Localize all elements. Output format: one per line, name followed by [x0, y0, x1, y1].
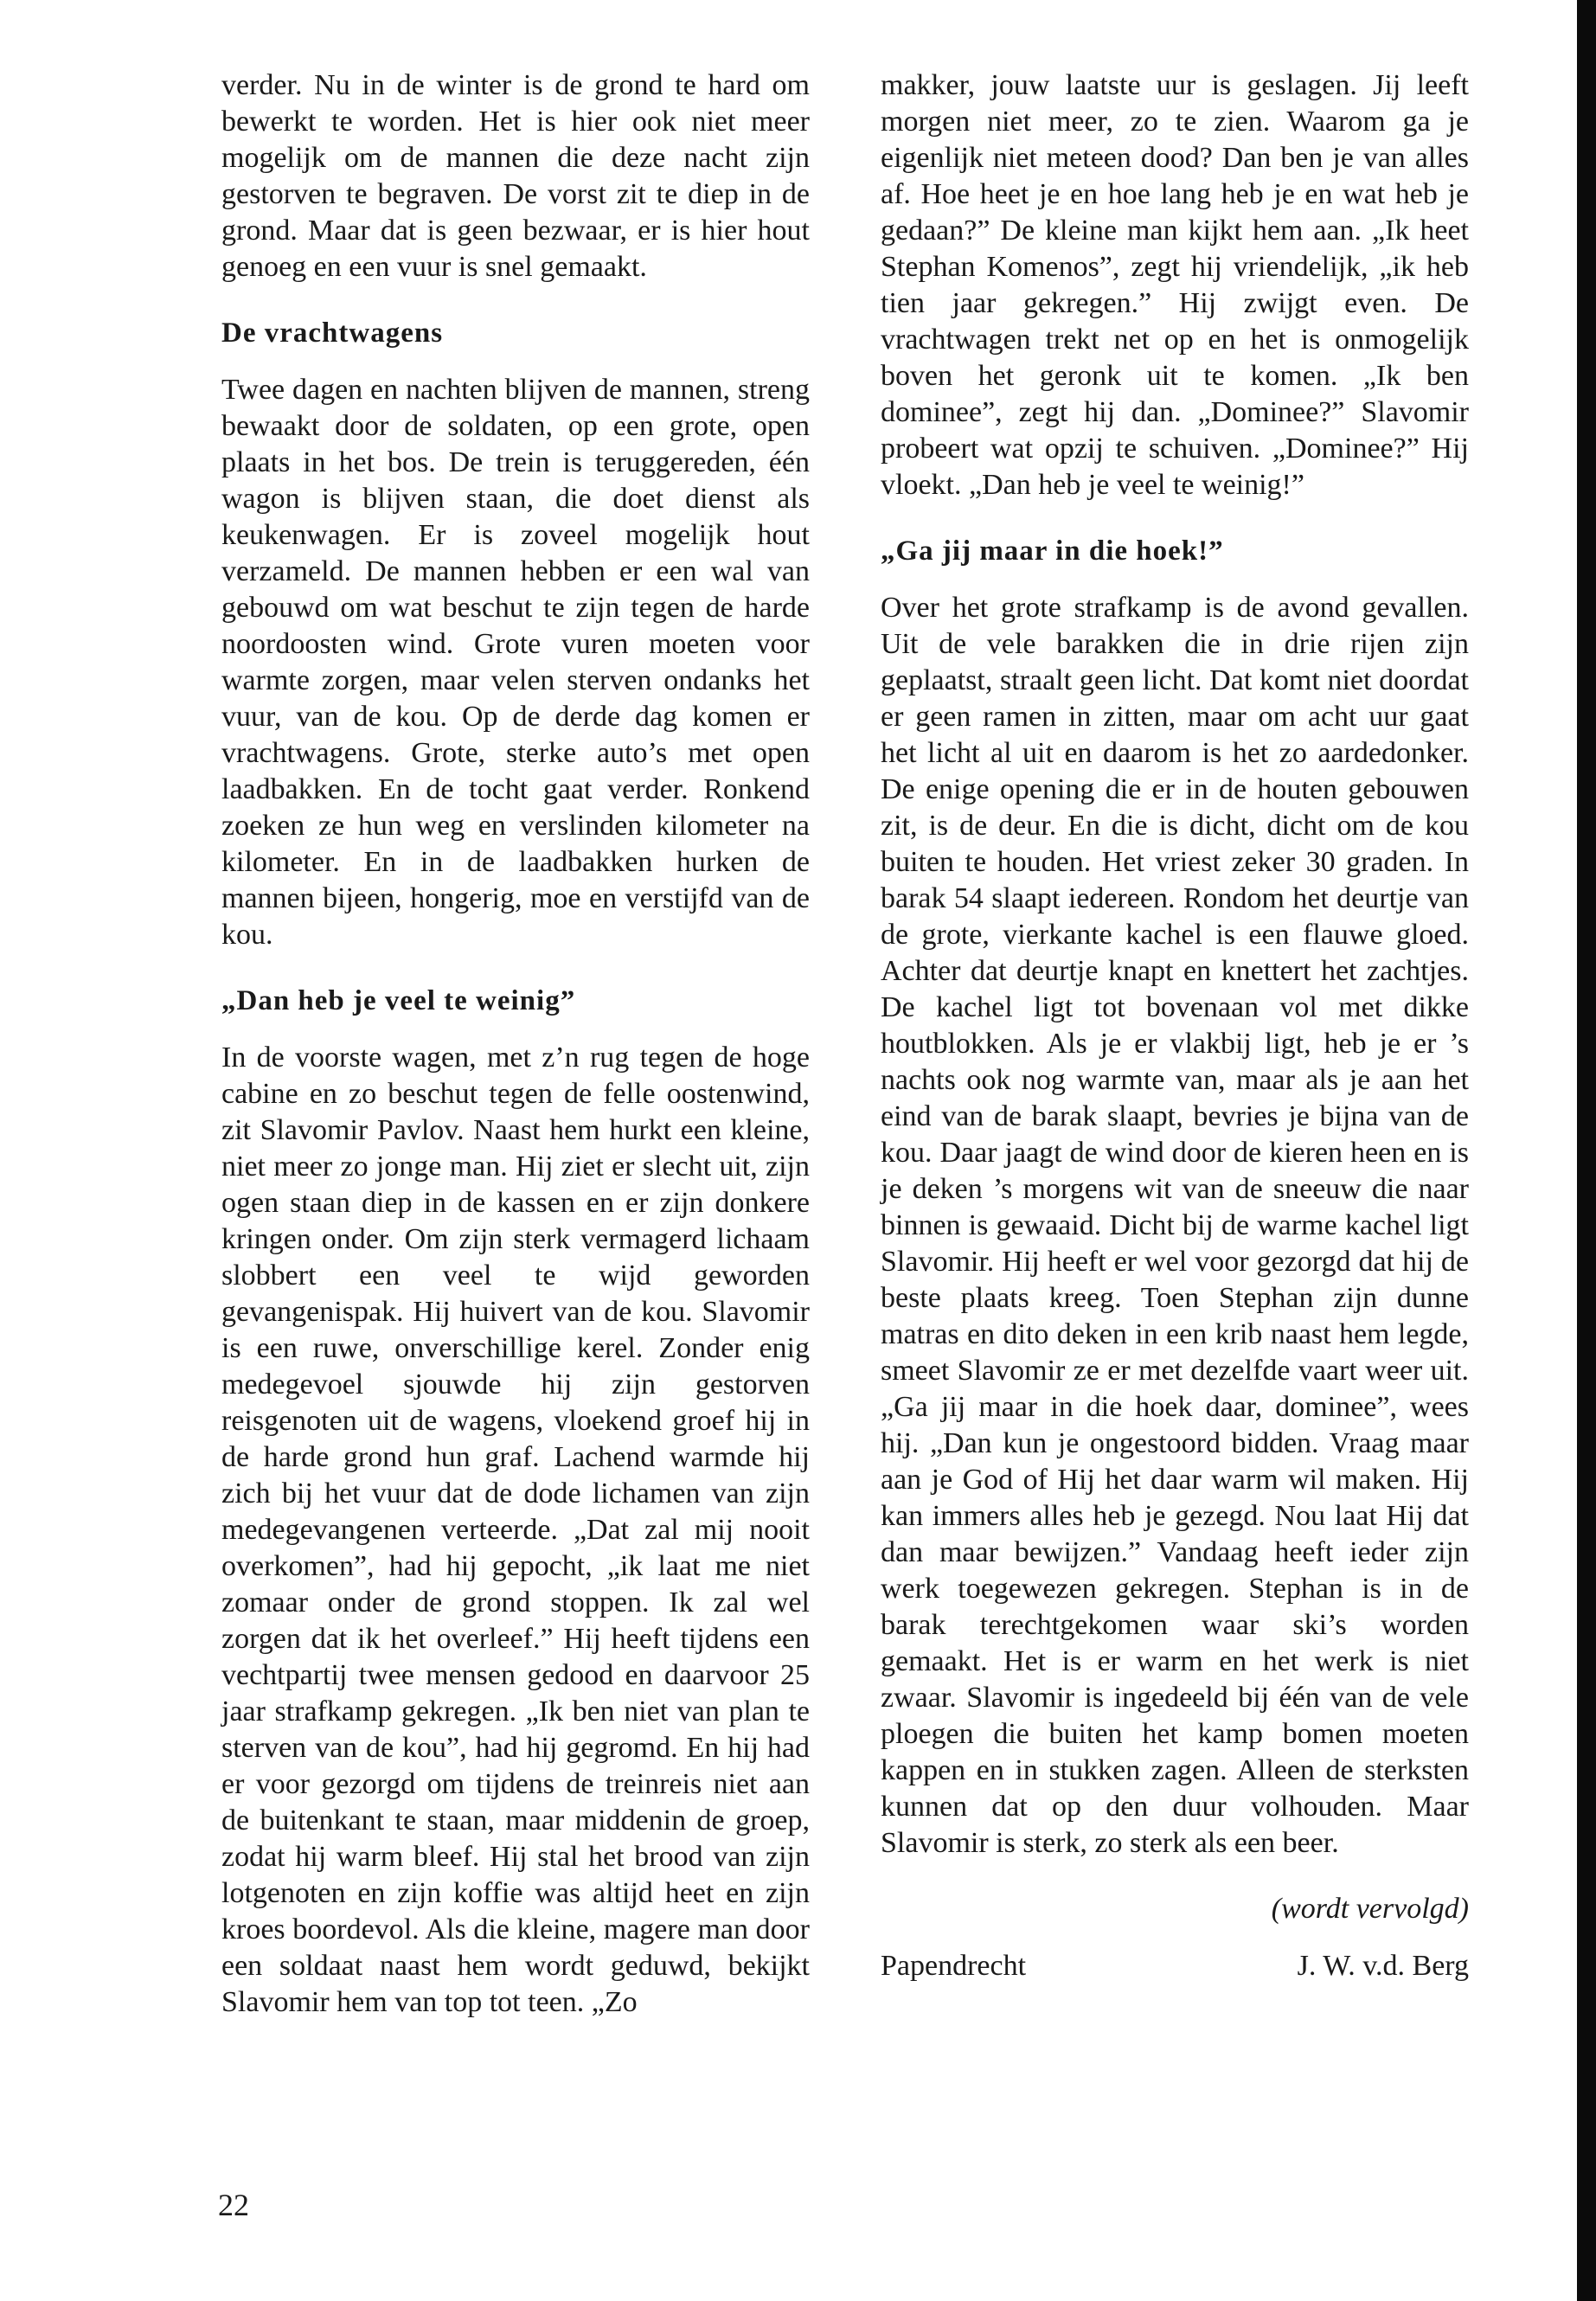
page-number: 22 [218, 2188, 249, 2222]
left-intro-paragraph: verder. Nu in de winter is de grond te hard om bewerkt te worden. Het is hier ook niet meer mogelijk om de mannen die deze nacht zijn gestorven te begraven. De vorst zit te diep in de grond. Maar dat is geen bezwaar, er is hier hout genoeg en een vuur is snel gemaakt. [221, 69, 810, 283]
byline-author: J. W. v.d. Berg [1297, 1950, 1469, 1982]
section-heading-die-hoek: „Ga jij maar in die hoek!” [881, 535, 1224, 567]
right-column [881, 67, 1469, 1984]
right-intro-paragraph: makker, jouw laatste uur is geslagen. Jij leeft morgen niet meer, zo te zien. Waarom ga je eigenlijk niet meteen dood? Dan ben je van alles af. Hoe heet je en hoe lang heb je en wat heb je gedaan?” De kleine man kijkt hem aan. „Ik heet Stephan Komenos”, zegt hij vriendelijk, „ik heb tien jaar gekregen.” Hij zwijgt even. De vrachtwagen trekt net op en het is onmogelijk boven het geronk uit te komen. „Ik ben dominee”, zegt hij dan. „Dominee?” Slavomir probeert wat opzij te schuiven. „Dominee?” Hij vloekt. „Dan heb je veel te weinig!” [881, 69, 1469, 501]
byline-location: Papendrecht [881, 1950, 1027, 1982]
section-heading-vrachtwagens: De vrachtwagens [221, 317, 444, 349]
left-column [221, 67, 810, 2021]
section-vrachtwagens-text: Twee dagen en nachten blijven de mannen, streng bewaakt door de soldaten, op een grote, open plaats in het bos. De trein is teruggereden, één wagon is blijven staan, die doet dienst als keukenwagen. Er is zoveel mogelijk hout verzameld. De mannen hebben er een wal van gebouwd om wat beschut te zijn tegen de harde noordoosten wind. Grote vuren moeten voor warmte zorgen, maar velen sterven ondanks het vuur, van de kou. Op de derde dag komen er vrachtwagens. Grote, sterke auto’s met open laadbakken. En de tocht gaat verder. Ronkend zoeken ze hun weg en verslinden kilometer na kilometer. En in de laadbakken hurken de mannen bijeen, hongerig, moe en verstijfd van de kou. [221, 374, 810, 951]
section-heading-veel-te-weinig: „Dan heb je veel te weinig” [221, 985, 576, 1016]
section-veel-te-weinig-text: In de voorste wagen, met z’n rug tegen de hoge cabine en zo beschut tegen de felle oostenwind, zit Slavomir Pavlov. Naast hem hurkt een kleine, niet meer zo jonge man. Hij ziet er slecht uit, zijn ogen staan diep in de kassen en er zijn donkere kringen onder. Om zijn sterk vermagerd lichaam slobbert een veel te wijd geworden gevangenispak. Hij huivert van de kou. Slavomir is een ruwe, onverschillige kerel. Zonder enig medegevoel sjouwde hij zijn gestorven reisgenoten uit de wagens, vloekend groef hij in de harde grond hun graf. Lachend warmde hij zich bij het vuur dat de dode lichamen van zijn medegevangenen verteerde. „Dat zal mij nooit overkomen”, had hij gepocht, „ik laat me niet zomaar onder de grond stoppen. Ik zal wel zorgen dat ik het overleef.” Hij heeft tijdens een vechtpartij twee mensen gedood en daarvoor 25 jaar strafkamp gekregen. „Ik ben niet van plan te sterven van de kou”, had hij gegromd. En hij had er voor gezorgd om tijdens de treinreis niet aan de buitenkant te staan, maar middenin de groep, zodat hij warm bleef. Hij stal het brood van zijn lotgenoten en zijn koffie was altijd heet en zijn kroes boordevol. Als die kleine, magere man door een soldaat naast hem wordt geduwd, bekijkt Slavomir hem van top tot teen. „Zo [221, 1042, 810, 2018]
page-edge-shadow [1577, 0, 1596, 2301]
section-die-hoek-text: Over het grote strafkamp is de avond gevallen. Uit de vele barakken die in drie rijen zijn geplaatst, straalt geen licht. Dat komt niet doordat er geen ramen in zitten, maar om acht uur gaat het licht al uit en daarom is het zo aardedonker. De enige opening die er in de houten gebouwen zit, is de deur. En die is dicht, dicht om de kou buiten te houden. Het vriest zeker 30 graden. In barak 54 slaapt iedereen. Rondom het deurtje van de grote, vierkante kachel is een flauwe gloed. Achter dat deurtje knapt en knettert het zachtjes. De kachel ligt tot bovenaan vol met dikke houtblokken. Als je er vlakbij ligt, heb je er ’s nachts ook nog warmte van, maar als je aan het eind van de barak slaapt, bevries je bijna van de kou. Daar jaagt de wind door de kieren heen en is je deken ’s morgens wit van de sneeuw die naar binnen is gewaaid. Dicht bij de warme kachel ligt Slavomir. Hij heeft er wel voor gezorgd dat hij de beste plaats kreeg. Toen Stephan zijn dunne matras en dito deken in een krib naast hem legde, smeet Slavomir ze er met dezelfde vaart weer uit. „Ga jij maar in die hoek daar, dominee”, wees hij. „Dan kun je ongestoord bidden. Vraag maar aan je God of Hij het daar warm wil maken. Hij kan immers alles heb je gezegd. Nou laat Hij dat dan maar bewijzen.” Vandaag heeft ieder zijn werk toegewezen gekregen. Stephan is in de barak terechtgekomen waar ski’s worden gemaakt. Het is er warm en het werk is niet zwaar. Slavomir is ingedeeld bij één van de vele ploegen die buiten het kamp bomen moeten kappen en in stukken zagen. Alleen de sterksten kunnen dat op den duur volhouden. Maar Slavomir is sterk, zo sterk als een beer. [881, 592, 1469, 1859]
to-be-continued-note: (wordt vervolgd) [1271, 1893, 1469, 1925]
byline [881, 1948, 1469, 1984]
